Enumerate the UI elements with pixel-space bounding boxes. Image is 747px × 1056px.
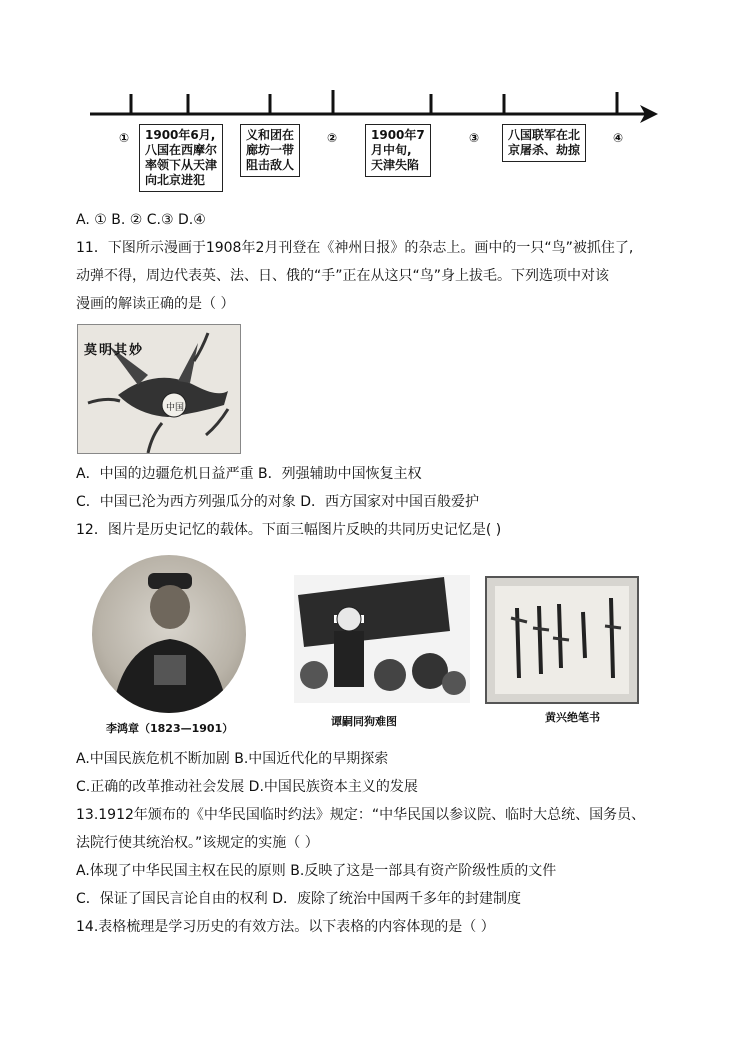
q13-option-line1: A.体现了中华民国主权在民的原则 B.反映了这是一部具有资产阶级性质的文件 xyxy=(76,863,557,879)
q14-stem: 14.表格梳理是学习历史的有效方法。以下表格的内容体现的是（ ） xyxy=(76,919,495,935)
marker-2: ② xyxy=(327,131,338,145)
q13-stem-line2: 法院行使其统治权。”该规定的实施（ ） xyxy=(76,835,319,851)
q12-option-line2: C.正确的改革推动社会发展 D.中国民族资本主义的发展 xyxy=(76,779,418,795)
box-line: 阻击敌人 xyxy=(246,158,295,172)
q11-option-line2: C．中国已沦为西方列强瓜分的对象 D．西方国家对中国百般爱护 xyxy=(76,494,480,510)
box-line: 京屠杀、劫掠 xyxy=(508,143,581,157)
box-line: 廊坊一带 xyxy=(246,143,295,157)
q13-stem-line1: 13.1912年颁布的《中华民国临时约法》规定：“中华民国以参议院、临时大总统、国务员、 xyxy=(76,807,646,823)
tan-sitong-image xyxy=(294,575,470,703)
q10-options: A. ① B. ② C.③ D.④ xyxy=(76,212,206,228)
q12-stem: 12．图片是历史记忆的载体。下面三幅图片反映的共同历史记忆是( ) xyxy=(76,522,502,538)
timeline-box-3 xyxy=(365,124,431,177)
box-line: 月中旬, xyxy=(371,143,412,157)
caption-tan-sitong: 谭嗣同狗难图 xyxy=(331,715,397,728)
caption-li-hongzhang: 李鸿章（1823—1901） xyxy=(106,722,234,735)
q11-stem-line1: 11．下图所示漫画于1908年2月刊登在《神州日报》的杂志上。画中的一只“鸟”被抓住了, xyxy=(76,240,634,256)
box-line: 向北京进犯 xyxy=(145,173,206,187)
caption-huang-xing: 黄兴绝笔书 xyxy=(545,711,600,724)
timeline-axis xyxy=(0,80,747,130)
box-line: 1900年6月, xyxy=(145,128,216,142)
marker-3: ③ xyxy=(469,131,480,145)
letter-drawing xyxy=(487,578,637,702)
cartoon-title: 莫明其妙 xyxy=(84,343,145,358)
q13-option-line2: C．保证了国民言论自由的权利 D．废除了统治中国两千多年的封建制度 xyxy=(76,891,522,907)
cartoon-image xyxy=(77,324,241,454)
q11-option-line1: A．中国的边疆危机日益严重 B．列强辅助中国恢复主权 xyxy=(76,466,422,482)
marker-1: ① xyxy=(119,131,130,145)
box-line: 1900年7 xyxy=(371,128,425,142)
q12-option-line1: A.中国民族危机不断加剧 B.中国近代化的早期探索 xyxy=(76,751,389,767)
huang-xing-letter xyxy=(485,576,639,704)
q11-stem-line2: 动弹不得，周边代表英、法、日、俄的“手”正在从这只“鸟”身上拔毛。下列选项中对该 xyxy=(76,268,610,284)
box-line: 天津失陷 xyxy=(371,158,420,172)
timeline-box-4 xyxy=(502,124,586,162)
box-line: 义和团在 xyxy=(246,128,295,142)
box-line: 八国联军在北 xyxy=(508,128,581,142)
marker-4: ④ xyxy=(613,131,624,145)
timeline-box-2 xyxy=(240,124,300,177)
portrait-drawing xyxy=(92,555,246,713)
q11-stem-line3: 漫画的解读正确的是（ ） xyxy=(76,296,235,312)
box-line: 率领下从天津 xyxy=(145,158,218,172)
timeline-box-1 xyxy=(139,124,223,192)
li-hongzhang-portrait xyxy=(92,555,246,713)
cartoon-label: 中国 xyxy=(166,403,185,413)
box-line: 八国在西摩尔 xyxy=(145,143,218,157)
tan-sitong-drawing xyxy=(294,575,470,703)
